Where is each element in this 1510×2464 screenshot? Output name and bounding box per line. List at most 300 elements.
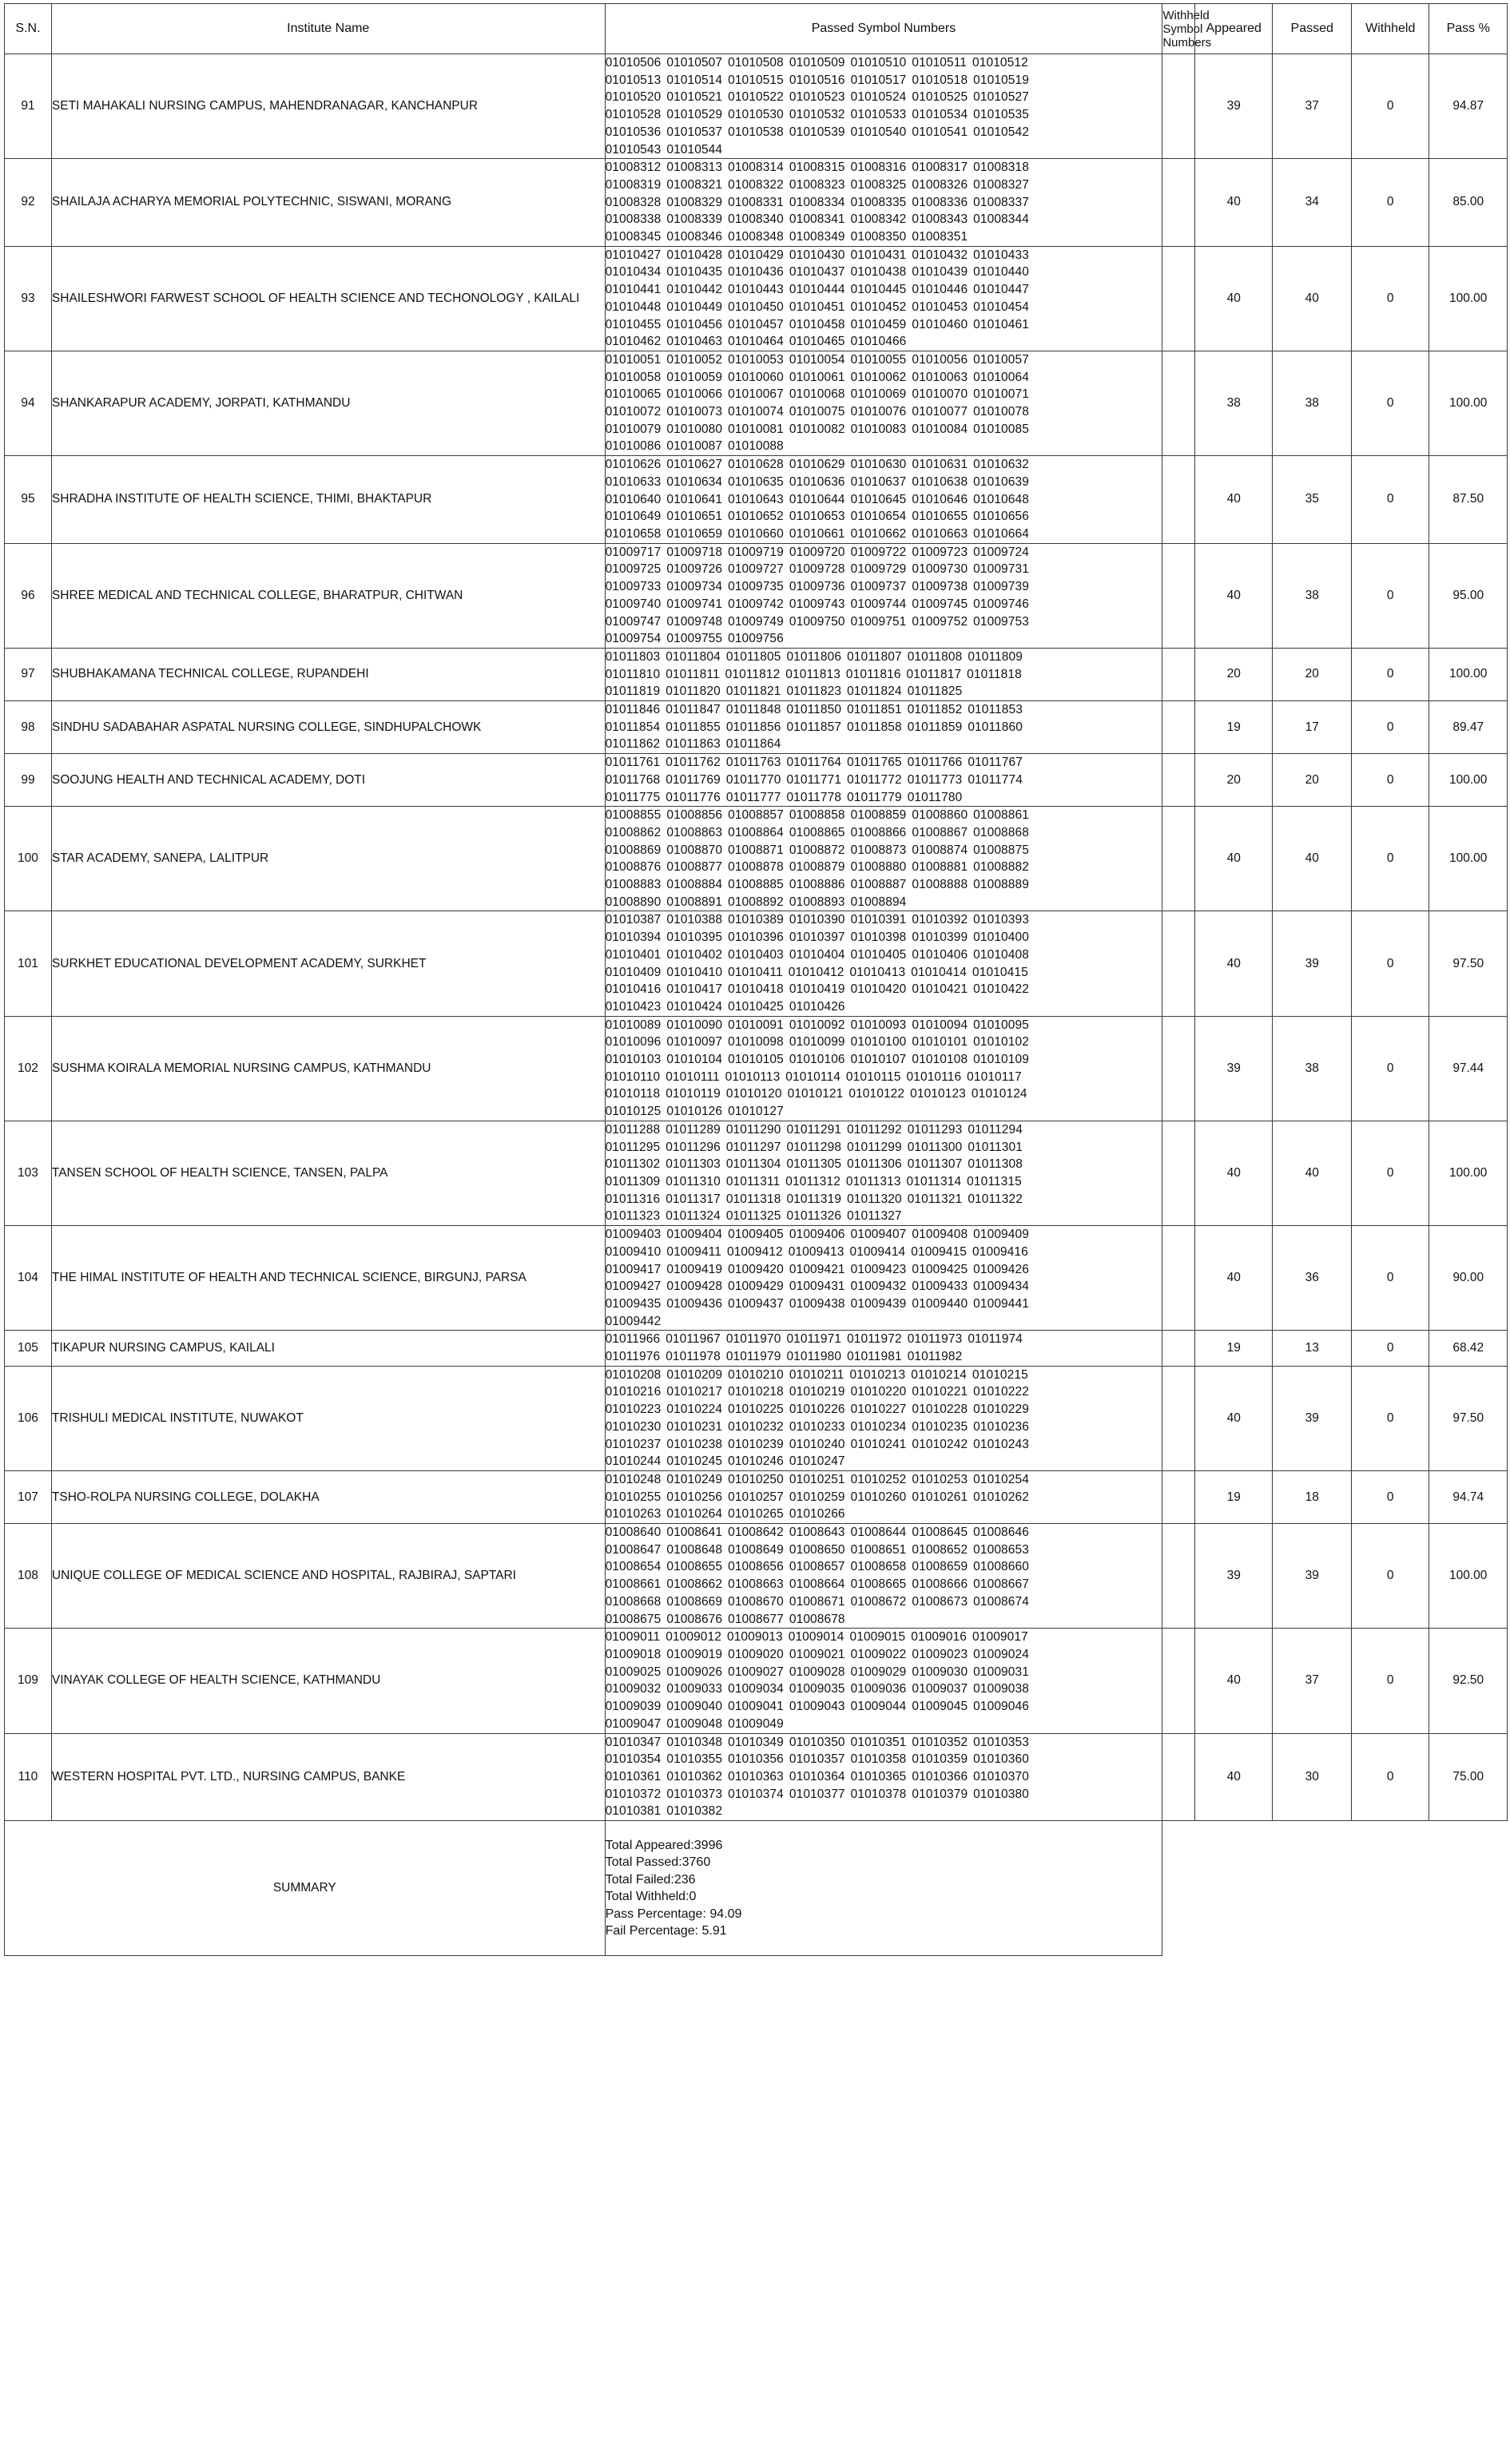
symbol-line	[606, 1139, 1162, 1157]
table-row	[5, 754, 1508, 807]
symbol-number: 01009722	[850, 545, 907, 559]
pass-percentage: 100.00	[1429, 1121, 1508, 1225]
symbol-line	[606, 911, 1162, 929]
symbol-number: 01010436	[728, 265, 784, 280]
symbol-number: 01010226	[789, 1403, 845, 1417]
institute-name: SHAILESHWORI FARWEST SCHOOL OF HEALTH SCIENCE AND TECHONOLOGY , KAILALI	[51, 246, 605, 351]
table-row	[5, 456, 1508, 544]
table-row	[5, 1470, 1508, 1523]
symbol-number: 01011764	[786, 756, 842, 770]
institute-name: TSHO-ROLPA NURSING COLLEGE, DOLAKHA	[51, 1470, 605, 1523]
symbol-number: 01010373	[666, 1787, 723, 1801]
summary-row	[5, 1821, 1508, 1956]
symbol-number: 01011819	[605, 684, 661, 699]
institute-name: SHANKARAPUR ACADEMY, JORPATI, KATHMANDU	[51, 351, 605, 455]
symbol-number: 01011981	[847, 1350, 902, 1364]
pass-percentage: 97.44	[1429, 1016, 1508, 1121]
symbol-number: 01008855	[605, 808, 662, 823]
symbol-number: 01010092	[789, 1018, 845, 1032]
appeared-count: 19	[1194, 701, 1273, 754]
symbol-number: 01011324	[666, 1209, 721, 1224]
symbol-line	[606, 1558, 1162, 1576]
symbol-number: 01008883	[605, 878, 662, 892]
symbol-number: 01010465	[789, 335, 845, 349]
symbol-number: 01008334	[789, 195, 845, 209]
symbol-number: 01009729	[850, 562, 907, 577]
symbol-number: 01010097	[666, 1035, 723, 1049]
symbol-number: 01011327	[847, 1209, 902, 1224]
symbol-number: 01008336	[912, 195, 968, 209]
symbol-number: 01010637	[850, 474, 907, 489]
symbol-line	[606, 1191, 1162, 1208]
pass-percentage: 85.00	[1429, 159, 1508, 247]
pass-percentage: 100.00	[1429, 754, 1508, 807]
header-sn: S.N.	[5, 4, 52, 54]
symbol-number: 01011862	[605, 737, 661, 752]
pass-percentage: 75.00	[1429, 1733, 1508, 1821]
symbol-number: 01011767	[968, 756, 1023, 770]
symbol-number: 01008646	[973, 1526, 1029, 1540]
symbol-number: 01010347	[605, 1735, 662, 1749]
symbol-number: 01011853	[968, 703, 1023, 717]
header-row	[5, 4, 1508, 54]
symbol-number: 01009426	[973, 1262, 1029, 1276]
symbol-number: 01009403	[605, 1228, 662, 1242]
symbol-number: 01010361	[605, 1769, 662, 1784]
institute-name: WESTERN HOSPITAL PVT. LTD., NURSING CAMPUS, BANKE	[51, 1733, 605, 1821]
symbol-number: 01008663	[728, 1577, 784, 1592]
symbol-number: 01011297	[725, 1140, 781, 1154]
symbol-number: 01011973	[907, 1332, 963, 1347]
institute-name: SOOJUNG HEALTH AND TECHNICAL ACADEMY, DOTI	[51, 754, 605, 807]
appeared-count: 19	[1194, 1470, 1273, 1523]
symbol-line	[606, 1208, 1162, 1225]
symbol-number: 01010419	[789, 982, 845, 997]
symbol-number: 01010466	[850, 335, 907, 349]
symbol-number: 01011980	[786, 1350, 842, 1364]
symbol-line	[606, 1383, 1162, 1401]
symbol-number: 01009726	[666, 562, 723, 577]
symbol-number: 01008656	[728, 1560, 784, 1574]
summary-line: Total Failed:236	[605, 1872, 696, 1887]
symbol-number: 01010519	[973, 73, 1029, 87]
symbol-number: 01010082	[789, 422, 845, 436]
serial-number: 108	[5, 1524, 52, 1629]
serial-number: 106	[5, 1366, 52, 1470]
symbol-number: 01010125	[605, 1105, 662, 1119]
symbol-line	[606, 1348, 1162, 1366]
table-row	[5, 1366, 1508, 1470]
symbol-number: 01011313	[845, 1175, 901, 1188]
symbol-number: 01010252	[850, 1472, 907, 1486]
withheld-symbol-numbers	[1162, 754, 1195, 807]
symbol-number: 01010260	[850, 1490, 907, 1504]
withheld-count: 0	[1351, 701, 1429, 754]
symbol-number: 01011821	[725, 684, 781, 699]
withheld-count: 0	[1351, 648, 1429, 700]
symbol-number: 01009021	[789, 1647, 845, 1661]
pass-percentage: 89.47	[1429, 701, 1508, 754]
symbol-number: 01010393	[973, 913, 1029, 927]
pass-percentage: 68.42	[1429, 1331, 1508, 1366]
symbol-number: 01010506	[605, 56, 662, 69]
symbol-line	[606, 1173, 1162, 1191]
passed-symbol-numbers	[605, 1121, 1162, 1225]
symbol-number: 01009047	[605, 1716, 662, 1731]
symbol-line	[606, 1453, 1162, 1470]
symbol-line	[606, 106, 1162, 124]
symbol-number: 01010222	[973, 1385, 1029, 1399]
symbol-number: 01010409	[605, 965, 662, 979]
symbol-number: 01010390	[789, 913, 845, 927]
symbol-line	[606, 1295, 1162, 1313]
symbol-number: 01010083	[850, 422, 907, 436]
symbol-number: 01008891	[666, 895, 723, 909]
symbol-number: 01010254	[973, 1472, 1029, 1486]
appeared-count: 39	[1194, 1016, 1273, 1121]
symbol-line	[606, 1734, 1162, 1752]
symbol-line	[606, 456, 1162, 474]
symbol-number: 01010126	[666, 1105, 723, 1119]
symbol-number: 01009048	[666, 1716, 723, 1731]
symbol-number: 01009414	[849, 1244, 906, 1259]
symbol-line	[606, 438, 1162, 455]
symbol-number: 01008346	[666, 230, 723, 244]
symbol-number: 01010635	[728, 474, 784, 489]
symbol-number: 01009442	[605, 1314, 662, 1328]
symbol-line	[606, 613, 1162, 631]
withheld-count: 0	[1351, 246, 1429, 351]
table-row	[5, 543, 1508, 648]
symbol-line	[606, 544, 1162, 561]
symbol-number: 01009735	[728, 580, 784, 594]
symbol-number: 01010394	[605, 930, 662, 945]
symbol-number: 01010357	[789, 1752, 845, 1767]
symbol-number: 01010449	[666, 300, 723, 314]
symbol-number: 01010510	[850, 56, 907, 69]
symbol-number: 01010109	[973, 1053, 1029, 1067]
symbol-number: 01010120	[725, 1087, 782, 1101]
symbol-number: 01009427	[605, 1280, 662, 1294]
symbol-line	[606, 876, 1162, 894]
symbol-number: 01010520	[605, 90, 662, 105]
symbol-number: 01011762	[666, 756, 721, 770]
symbol-number: 01010356	[728, 1752, 784, 1767]
symbol-number: 01010087	[666, 439, 723, 454]
symbol-number: 01010232	[728, 1419, 784, 1434]
symbol-number: 01011967	[666, 1332, 721, 1347]
symbol-number: 01009033	[666, 1682, 723, 1696]
symbol-number: 01010076	[850, 405, 907, 419]
symbol-number: 01010544	[666, 142, 723, 157]
symbol-number: 01008654	[605, 1560, 662, 1574]
symbol-number: 01009016	[911, 1630, 968, 1645]
symbol-number: 01010073	[666, 405, 723, 419]
symbol-number: 01010229	[973, 1403, 1029, 1417]
symbol-number: 01011311	[725, 1175, 781, 1188]
symbol-number: 01010353	[973, 1735, 1029, 1749]
symbol-number: 01011982	[907, 1350, 963, 1364]
symbol-line	[606, 1768, 1162, 1786]
withheld-symbol-numbers	[1162, 54, 1195, 159]
symbol-number: 01010415	[972, 965, 1028, 979]
symbol-line	[606, 72, 1162, 89]
appeared-count: 19	[1194, 1331, 1273, 1366]
appeared-count: 20	[1194, 648, 1273, 700]
passed-symbol-numbers	[605, 1733, 1162, 1821]
symbol-number: 01010081	[728, 422, 784, 436]
symbol-number: 01010107	[850, 1053, 907, 1067]
institute-name: SUSHMA KOIRALA MEMORIAL NURSING CAMPUS, KATHMANDU	[51, 1016, 605, 1121]
symbol-number: 01010069	[850, 387, 907, 402]
symbol-number: 01011816	[845, 667, 901, 681]
withheld-symbol-numbers	[1162, 701, 1195, 754]
symbol-number: 01009742	[728, 597, 784, 611]
symbol-number: 01011765	[847, 756, 902, 770]
symbol-number: 01010077	[912, 405, 968, 419]
symbol-number: 01011770	[725, 772, 781, 787]
symbol-number: 01010256	[666, 1490, 723, 1504]
symbol-number: 01009410	[605, 1244, 662, 1259]
symbol-number: 01008886	[789, 878, 845, 892]
symbol-number: 01011314	[906, 1175, 962, 1188]
symbol-line	[606, 333, 1162, 351]
symbol-number: 01010513	[605, 73, 662, 87]
symbol-number: 01010649	[605, 510, 662, 524]
symbol-number: 01011823	[786, 684, 842, 699]
symbol-number: 01009026	[666, 1664, 723, 1679]
symbol-number: 01010360	[973, 1752, 1029, 1767]
symbol-number: 01009413	[788, 1244, 844, 1259]
symbol-number: 01009746	[973, 597, 1029, 611]
symbol-number: 01008876	[605, 860, 662, 875]
symbol-number: 01008644	[850, 1526, 907, 1540]
symbol-number: 01008668	[605, 1594, 662, 1609]
symbol-number: 01010644	[789, 492, 845, 506]
symbol-number: 01011294	[968, 1122, 1023, 1137]
serial-number: 98	[5, 701, 52, 754]
symbol-number: 01010515	[728, 73, 784, 87]
symbol-number: 01010454	[973, 300, 1029, 314]
symbol-number: 01010663	[912, 526, 968, 541]
symbol-number: 01011972	[847, 1332, 902, 1347]
symbol-line	[606, 1278, 1162, 1295]
symbol-number: 01009406	[789, 1228, 845, 1242]
symbol-number: 01010432	[912, 248, 968, 262]
symbol-number: 01010427	[605, 248, 662, 262]
symbol-number: 01010085	[973, 422, 1029, 436]
symbol-number: 01010234	[850, 1419, 907, 1434]
symbol-number: 01009018	[605, 1647, 662, 1661]
symbol-number: 01010659	[666, 526, 723, 541]
institute-name: THE HIMAL INSTITUTE OF HEALTH AND TECHNICAL SCIENCE, BIRGUNJ, PARSA	[51, 1226, 605, 1331]
symbol-number: 01011317	[666, 1192, 721, 1206]
symbol-number: 01010051	[605, 352, 662, 367]
results-table	[4, 3, 1508, 1956]
symbol-line	[606, 281, 1162, 299]
symbol-number: 01009023	[912, 1647, 968, 1661]
symbol-number: 01009425	[912, 1262, 968, 1276]
symbol-number: 01011302	[605, 1157, 661, 1172]
symbol-number: 01010399	[912, 930, 968, 945]
symbol-number: 01010522	[728, 90, 784, 105]
symbol-number: 01008873	[850, 843, 907, 857]
symbol-number: 01010398	[850, 930, 907, 945]
symbol-line	[606, 894, 1162, 911]
symbol-line	[606, 772, 1162, 789]
symbol-number: 01008885	[728, 878, 784, 892]
symbol-number: 01010627	[666, 458, 723, 472]
symbol-number: 01010070	[912, 387, 968, 402]
symbol-number: 01010065	[605, 387, 662, 402]
symbol-number: 01009013	[726, 1630, 783, 1645]
passed-symbol-numbers	[605, 351, 1162, 455]
symbol-number: 01008866	[850, 825, 907, 839]
symbol-number: 01009719	[728, 545, 784, 559]
symbol-number: 01011289	[666, 1122, 721, 1137]
symbol-number: 01008325	[850, 177, 907, 192]
symbol-number: 01008643	[789, 1526, 845, 1540]
appeared-count: 39	[1194, 1524, 1273, 1629]
withheld-count: 0	[1351, 456, 1429, 544]
symbol-number: 01010439	[912, 265, 968, 280]
symbol-number: 01011769	[666, 772, 721, 787]
symbol-number: 01010225	[728, 1403, 784, 1417]
symbol-line	[606, 159, 1162, 177]
symbol-line	[606, 1069, 1162, 1086]
table-row	[5, 1121, 1508, 1225]
symbol-number: 01010053	[728, 352, 784, 367]
symbol-number: 01010127	[728, 1105, 784, 1119]
symbol-number: 01008343	[912, 212, 968, 227]
symbol-number: 01009019	[666, 1647, 723, 1661]
symbol-number: 01009409	[973, 1228, 1029, 1242]
symbol-number: 01010072	[605, 405, 662, 419]
symbol-number: 01008664	[789, 1577, 845, 1592]
symbol-number: 01009423	[850, 1262, 907, 1276]
serial-number: 107	[5, 1470, 52, 1523]
withheld-count: 0	[1351, 351, 1429, 455]
withheld-count: 0	[1351, 159, 1429, 247]
symbol-number: 01010056	[912, 352, 968, 367]
symbol-number: 01010420	[850, 982, 907, 997]
symbol-number: 01010090	[666, 1018, 723, 1032]
symbol-number: 01008678	[789, 1612, 845, 1626]
symbol-number: 01010457	[728, 317, 784, 331]
symbol-line	[606, 736, 1162, 753]
symbol-number: 01010529	[666, 108, 723, 122]
symbol-number: 01009015	[849, 1630, 906, 1645]
symbol-number: 01011304	[725, 1157, 781, 1172]
symbol-line	[606, 141, 1162, 159]
symbol-number: 01008641	[666, 1526, 723, 1540]
symbol-number: 01010422	[973, 982, 1029, 997]
symbol-line	[606, 630, 1162, 648]
symbol-number: 01010379	[912, 1787, 968, 1801]
symbol-number: 01011308	[968, 1157, 1023, 1172]
symbol-number: 01008878	[728, 860, 784, 875]
symbol-number: 01009747	[605, 614, 662, 629]
symbol-line	[606, 1156, 1162, 1173]
symbol-number: 01008315	[789, 161, 845, 175]
symbol-number: 01010086	[605, 439, 662, 454]
pass-percentage: 95.00	[1429, 543, 1508, 648]
symbol-number: 01009407	[850, 1228, 907, 1242]
withheld-symbol-numbers	[1162, 1470, 1195, 1523]
symbol-number: 01010117	[967, 1069, 1022, 1084]
symbol-number: 01010095	[973, 1018, 1029, 1032]
table-row	[5, 1733, 1508, 1821]
symbol-line	[606, 1680, 1162, 1698]
appeared-count: 40	[1194, 159, 1273, 247]
symbol-number: 01010412	[788, 965, 844, 979]
symbol-number: 01011803	[605, 649, 661, 664]
symbol-number: 01010231	[666, 1419, 723, 1434]
symbol-line	[606, 701, 1162, 719]
symbol-line	[606, 1436, 1162, 1454]
symbol-number: 01010241	[850, 1437, 907, 1451]
summary-line: Total Appeared:3996	[605, 1838, 723, 1852]
institute-name: SHREE MEDICAL AND TECHNICAL COLLEGE, BHARATPUR, CHITWAN	[51, 543, 605, 648]
symbol-line	[606, 228, 1162, 246]
symbol-number: 01010110	[605, 1069, 661, 1084]
symbol-number: 01010661	[789, 526, 845, 541]
symbol-number: 01010543	[605, 142, 662, 157]
symbol-number: 01010217	[666, 1385, 723, 1399]
withheld-count: 0	[1351, 54, 1429, 159]
symbol-number: 01010456	[666, 317, 723, 331]
symbol-number: 01009749	[728, 614, 784, 629]
symbol-number: 01008312	[605, 161, 662, 175]
symbol-number: 01010525	[912, 90, 968, 105]
symbol-number: 01010430	[789, 248, 845, 262]
symbol-number: 01010626	[605, 458, 662, 472]
passed-count: 37	[1273, 1629, 1352, 1733]
table-row	[5, 159, 1508, 247]
passed-count: 36	[1273, 1226, 1352, 1331]
symbol-number: 01010098	[728, 1035, 784, 1049]
symbol-number: 01010096	[605, 1035, 662, 1049]
symbol-number: 01011300	[907, 1140, 963, 1154]
symbol-number: 01010511	[912, 56, 968, 69]
symbol-number: 01010428	[666, 248, 723, 262]
symbol-number: 01010512	[972, 56, 1028, 69]
symbol-line	[606, 1611, 1162, 1629]
symbol-line	[606, 403, 1162, 421]
symbol-number: 01010061	[789, 370, 845, 384]
symbol-number: 01010450	[728, 300, 784, 314]
symbol-number: 01011851	[847, 703, 902, 717]
symbol-number: 01011855	[666, 720, 721, 734]
symbol-number: 01008879	[789, 860, 845, 875]
symbol-number: 01010359	[912, 1752, 968, 1767]
header-institute-name: Institute Name	[51, 4, 605, 54]
symbol-number: 01010411	[728, 965, 783, 979]
symbol-number: 01008674	[973, 1594, 1029, 1609]
symbol-number: 01010639	[973, 474, 1029, 489]
symbol-number: 01011824	[847, 684, 902, 699]
symbol-number: 01010453	[912, 300, 968, 314]
symbol-number: 01009404	[666, 1228, 723, 1242]
symbol-number: 01010248	[605, 1472, 662, 1486]
symbol-number: 01010660	[728, 526, 784, 541]
serial-number: 97	[5, 648, 52, 700]
symbol-number: 01011970	[725, 1332, 781, 1347]
serial-number: 103	[5, 1121, 52, 1225]
passed-count: 39	[1273, 1366, 1352, 1470]
symbol-number: 01009730	[912, 562, 968, 577]
symbol-number: 01010239	[728, 1437, 784, 1451]
